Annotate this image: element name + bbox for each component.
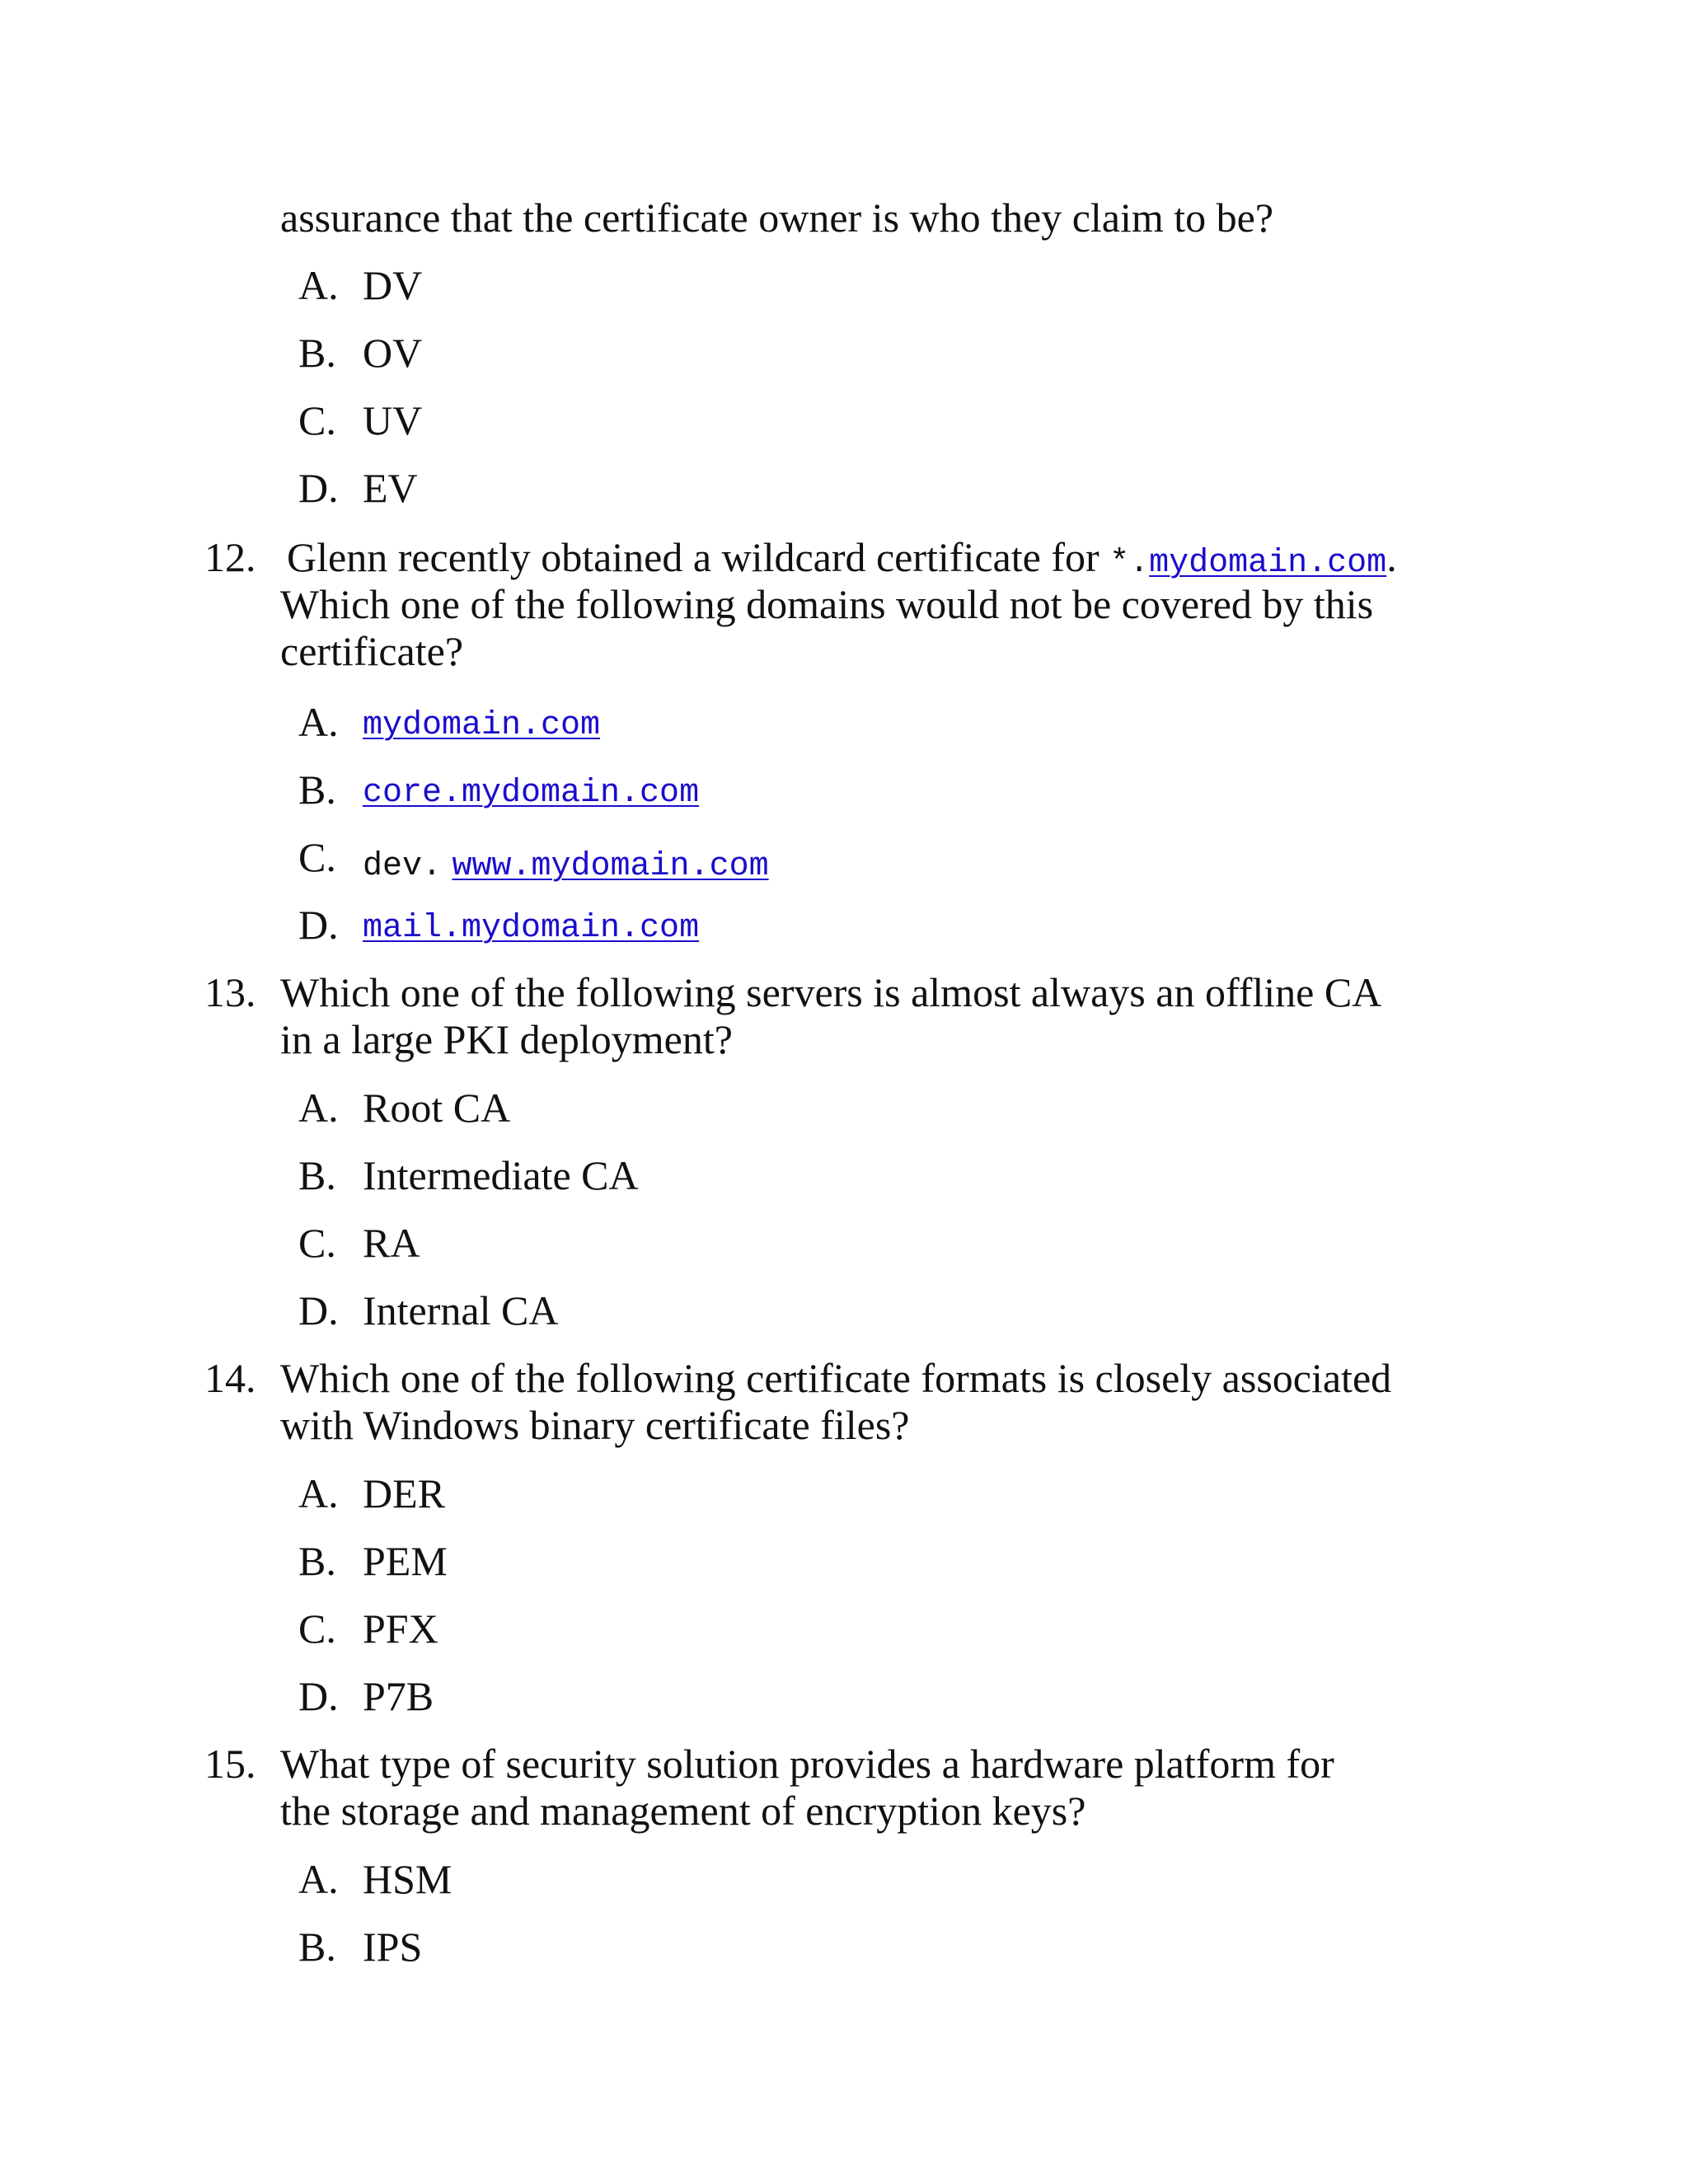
option-letter: A. [298,1856,339,1902]
question-14-line-2: with Windows binary certificate files? [280,1402,910,1448]
option-letter: A. [298,1470,339,1516]
option-text: DER [363,1470,445,1516]
question-14-line-1: Which one of the following certificate formats is closely associated [280,1355,1392,1401]
sentence-period: . [1386,534,1397,580]
option-text: P7B [363,1673,434,1719]
option-text: PEM [363,1538,448,1584]
option-text: UV [363,397,423,443]
option-link-mail[interactable]: mail.mydomain.com [363,910,700,947]
option-text: PFX [363,1605,438,1652]
question-13-number: 13. [204,969,256,1015]
question-13-line-1: Which one of the following servers is almost always an offline CA [280,969,1382,1015]
option-text: RA [363,1220,420,1266]
question-15-line-2: the storage and management of encryption keys? [280,1788,1086,1834]
option-letter: C. [298,1220,336,1266]
option-text-dev [363,837,769,890]
option-text: IPS [363,1924,423,1970]
option-letter: D. [298,902,339,948]
option-letter: A. [298,262,339,308]
option-text: Intermediate CA [363,1152,639,1198]
question-15-line-1: What type of security solution provides a hardware platform for [280,1741,1334,1787]
option-letter: D. [298,1287,339,1333]
option-letter: B. [298,330,336,376]
option-text: Root CA [363,1085,511,1131]
option-letter: B. [298,1538,336,1584]
option-text: HSM [363,1856,452,1902]
option-letter: B. [298,1152,336,1198]
question-14-number: 14. [204,1355,256,1401]
wildcard-prefix: *. [1109,545,1150,582]
option-letter: D. [298,1673,339,1719]
question-12-text: Glenn recently obtained a wildcard certificate for [287,534,1110,580]
option-text: Internal CA [363,1287,559,1333]
question-12-number: 12. [204,534,256,580]
option-letter: A. [298,1085,339,1131]
option-text: OV [363,330,423,376]
option-letter: B. [298,766,336,813]
option-letter: D. [298,465,339,511]
option-letter: A. [298,699,339,745]
option-link-core[interactable]: core.mydomain.com [363,775,700,812]
question-13-line-2: in a large PKI deployment? [280,1016,733,1062]
dev-prefix: dev. [363,848,443,885]
question-15-number: 15. [204,1741,256,1787]
question-12-line-2: Which one of the following domains would not be covered by this [280,581,1374,627]
option-letter: B. [298,1924,336,1970]
option-letter: C. [298,1605,336,1652]
option-link-www[interactable]: www.mydomain.com [452,848,769,885]
option-link-mydomain[interactable]: mydomain.com [363,707,601,744]
question-11-continuation: assurance that the certificate owner is who they claim to be? [280,194,1274,241]
option-letter: C. [298,397,336,443]
domain-link[interactable]: mydomain.com [1149,545,1387,582]
question-12-line-1 [287,534,1397,587]
option-text: DV [363,262,423,308]
question-12-line-3: certificate? [280,628,464,674]
option-letter: C. [298,834,336,880]
option-text: EV [363,465,418,511]
